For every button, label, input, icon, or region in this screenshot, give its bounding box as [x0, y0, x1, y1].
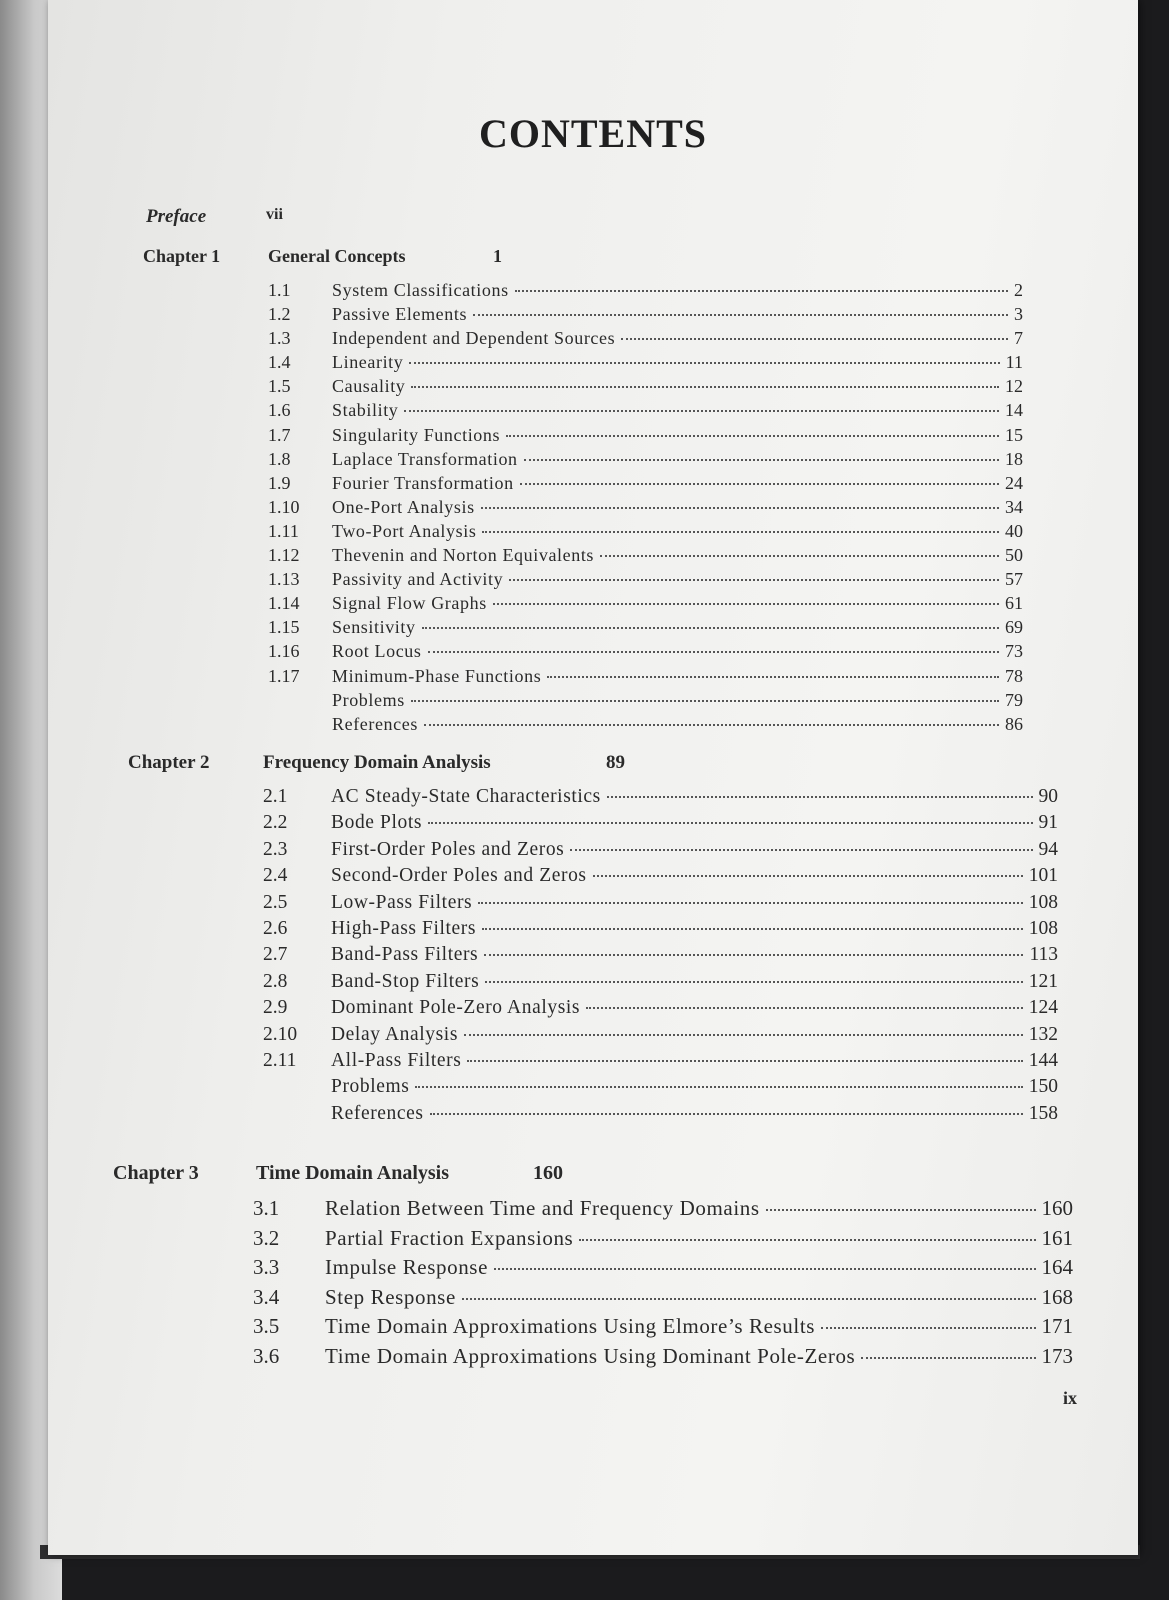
section-number: 1.6: [268, 400, 291, 421]
toc-entry[interactable]: [143, 304, 1023, 328]
section-page: 94: [1038, 838, 1058, 860]
chapter-label: Chapter 2: [128, 752, 210, 773]
section-page: 173: [1041, 1343, 1073, 1368]
dot-leader: [621, 338, 1008, 340]
section-number: 2.6: [263, 917, 288, 939]
toc-entry[interactable]: [128, 1024, 1058, 1050]
section-page: 158: [1028, 1102, 1058, 1124]
chapter-title: Time Domain Analysis: [256, 1162, 449, 1184]
toc-entry[interactable]: [143, 690, 1023, 714]
section-title: Second-Order Poles and Zeros: [331, 865, 587, 887]
toc-entry[interactable]: [143, 497, 1023, 521]
section-number: 2.1: [263, 786, 288, 807]
dot-leader: [428, 651, 1000, 653]
section-title: Two-Port Analysis: [332, 520, 477, 541]
toc-entry[interactable]: [128, 892, 1058, 918]
section-page: 101: [1028, 865, 1058, 887]
toc-entry[interactable]: [128, 865, 1058, 891]
section-number: 2.5: [263, 891, 288, 913]
section-number: 2.9: [263, 997, 288, 1019]
toc-entry[interactable]: [143, 569, 1023, 593]
toc-entry[interactable]: [143, 714, 1023, 738]
toc-entry[interactable]: [128, 918, 1058, 944]
dot-leader: [464, 1034, 1023, 1036]
dot-leader: [409, 362, 999, 364]
chapter-3: [113, 1162, 1073, 1373]
dot-leader: [766, 1209, 1036, 1211]
toc-entry[interactable]: [113, 1255, 1073, 1285]
section-title: Low-Pass Filters: [331, 891, 473, 913]
section-number: 3.6: [253, 1343, 280, 1368]
section-page: 79: [1005, 689, 1023, 710]
dot-leader: [473, 314, 1008, 316]
section-page: 14: [1005, 400, 1023, 421]
section-number: 3.5: [253, 1314, 280, 1338]
section-title: Bode Plots: [331, 812, 423, 834]
toc-entry[interactable]: [143, 545, 1023, 569]
section-page: 150: [1028, 1076, 1058, 1098]
toc-entry[interactable]: [113, 1314, 1073, 1344]
section-page: 160: [1041, 1196, 1073, 1220]
toc-entry[interactable]: [143, 352, 1023, 376]
toc-entry[interactable]: [128, 1076, 1058, 1102]
section-title: References: [332, 713, 418, 734]
chapter-1: [143, 246, 1023, 738]
book-page: [48, 0, 1138, 1555]
preface-label: Preface: [146, 206, 207, 227]
section-title: References: [331, 1102, 424, 1124]
dot-leader: [428, 822, 1032, 824]
dot-leader: [861, 1357, 1035, 1359]
section-title: Independent and Dependent Sources: [332, 328, 616, 349]
toc-entry[interactable]: [128, 839, 1058, 865]
section-title: One-Port Analysis: [332, 496, 475, 517]
section-title: Laplace Transformation: [332, 448, 518, 469]
dot-leader: [415, 1086, 1022, 1088]
section-title: Signal Flow Graphs: [332, 593, 487, 614]
dot-leader: [481, 507, 999, 509]
section-number: 1.2: [268, 304, 291, 325]
chapter-label: Chapter 1: [143, 246, 221, 266]
chapter-title: General Concepts: [268, 246, 406, 266]
page-title: CONTENTS: [478, 111, 708, 156]
section-title: High-Pass Filters: [331, 917, 477, 939]
section-page: 132: [1028, 1023, 1058, 1045]
section-page: 124: [1028, 997, 1058, 1019]
toc-entry[interactable]: [128, 786, 1058, 812]
section-page: 15: [1005, 424, 1023, 445]
dot-leader: [482, 928, 1023, 930]
toc-entry[interactable]: [143, 449, 1023, 473]
section-title: Passive Elements: [332, 304, 468, 325]
section-page: 164: [1041, 1255, 1073, 1279]
dot-leader: [547, 676, 999, 678]
toc-entry[interactable]: [143, 473, 1023, 497]
toc-entry[interactable]: [143, 666, 1023, 690]
dot-leader: [607, 796, 1033, 798]
section-number: 2.4: [263, 865, 288, 887]
toc-entry[interactable]: [143, 521, 1023, 545]
dot-leader: [821, 1327, 1035, 1329]
section-title: Root Locus: [332, 641, 422, 662]
toc-entry[interactable]: [113, 1226, 1073, 1256]
section-title: Time Domain Approximations Using Dominant Pole-Zeros: [325, 1343, 856, 1368]
dot-leader: [515, 290, 1008, 292]
section-number: 1.16: [268, 641, 300, 662]
section-title: AC Steady-State Characteristics: [331, 786, 601, 807]
section-page: 7: [1014, 328, 1023, 349]
section-number: 1.17: [268, 665, 300, 686]
dot-leader: [484, 954, 1023, 956]
section-number: 2.8: [263, 970, 288, 992]
section-page: 168: [1041, 1284, 1073, 1309]
dot-leader: [586, 1007, 1023, 1009]
toc-entry[interactable]: [128, 1050, 1058, 1076]
chapter-page: 160: [533, 1162, 563, 1184]
section-page: 12: [1005, 376, 1023, 397]
toc-entry[interactable]: [143, 400, 1023, 424]
section-number: 2.7: [263, 944, 288, 966]
section-title: Singularity Functions: [332, 424, 501, 445]
dot-leader: [424, 724, 999, 726]
section-number: 3.2: [253, 1225, 280, 1250]
toc-entry[interactable]: [143, 641, 1023, 665]
section-page: 73: [1005, 641, 1023, 662]
section-page: 90: [1038, 786, 1058, 807]
dot-leader: [493, 603, 999, 605]
section-title: Stability: [332, 400, 399, 421]
toc-entry[interactable]: [143, 376, 1023, 400]
dot-leader: [506, 435, 999, 437]
section-number: 1.11: [268, 520, 299, 541]
section-title: Fourier Transformation: [332, 472, 514, 493]
section-number: 1.14: [268, 593, 300, 614]
section-title: Problems: [332, 689, 405, 710]
section-title: Band-Pass Filters: [331, 944, 479, 966]
section-number: 2.2: [263, 812, 288, 834]
section-page: 3: [1014, 304, 1023, 325]
toc-entry[interactable]: [113, 1344, 1073, 1374]
dot-leader: [482, 531, 999, 533]
toc-entry[interactable]: [143, 280, 1023, 304]
chapter-page: 1: [493, 246, 502, 266]
toc-entry[interactable]: [128, 944, 1058, 970]
dot-leader: [600, 555, 999, 557]
toc-entry[interactable]: [113, 1196, 1073, 1226]
section-number: 1.9: [268, 472, 291, 493]
toc-entry[interactable]: [143, 328, 1023, 352]
toc-entry[interactable]: [143, 593, 1023, 617]
section-number: 1.10: [268, 496, 300, 517]
section-title: First-Order Poles and Zeros: [331, 838, 565, 860]
section-number: 1.5: [268, 376, 291, 397]
dot-leader: [494, 1268, 1036, 1270]
section-page: 113: [1029, 944, 1058, 966]
page-number: ix: [1063, 1388, 1078, 1408]
section-page: 18: [1005, 448, 1023, 469]
toc-entry[interactable]: [128, 997, 1058, 1023]
dot-leader: [524, 459, 999, 461]
section-page: 161: [1041, 1225, 1073, 1250]
section-title: Impulse Response: [325, 1255, 488, 1279]
section-title: Partial Fraction Expansions: [325, 1225, 574, 1250]
chapter-title: Frequency Domain Analysis: [263, 752, 491, 773]
section-title: Step Response: [325, 1284, 456, 1309]
dot-leader: [467, 1060, 1022, 1062]
section-title: Minimum-Phase Functions: [332, 665, 542, 686]
section-page: 144: [1028, 1049, 1058, 1071]
chapter-2: [128, 752, 1058, 1129]
dot-leader: [422, 627, 999, 629]
section-page: 121: [1028, 970, 1058, 992]
toc-entry[interactable]: [113, 1285, 1073, 1315]
section-number: 1.12: [268, 545, 300, 566]
section-number: 1.13: [268, 569, 300, 590]
section-number: 2.3: [263, 838, 288, 860]
toc-entry[interactable]: [143, 425, 1023, 449]
section-page: 69: [1005, 617, 1023, 638]
section-page: 61: [1005, 593, 1023, 614]
section-title: All-Pass Filters: [331, 1049, 462, 1071]
toc-entry[interactable]: [128, 1103, 1058, 1129]
chapter-heading: [113, 1162, 1073, 1196]
section-page: 24: [1005, 472, 1023, 493]
section-page: 86: [1005, 713, 1023, 734]
section-page: 108: [1028, 917, 1058, 939]
section-number: 1.4: [268, 352, 291, 373]
dot-leader: [593, 875, 1023, 877]
section-number: 1.8: [268, 448, 291, 469]
toc-entry[interactable]: [143, 617, 1023, 641]
section-title: Time Domain Approximations Using Elmore’s Results: [325, 1314, 816, 1338]
dot-leader: [430, 1113, 1023, 1115]
section-title: Sensitivity: [332, 617, 416, 638]
section-page: 108: [1028, 891, 1058, 913]
section-number: 1.3: [268, 328, 291, 349]
section-title: Dominant Pole-Zero Analysis: [331, 997, 581, 1019]
section-title: Causality: [332, 376, 406, 397]
section-title: Passivity and Activity: [332, 569, 504, 590]
dot-leader: [520, 483, 999, 485]
dot-leader: [509, 579, 999, 581]
section-number: 1.7: [268, 424, 291, 445]
section-number: 1.15: [268, 617, 300, 638]
dot-leader: [411, 386, 999, 388]
dot-leader: [485, 981, 1022, 983]
section-title: Band-Stop Filters: [331, 970, 480, 992]
dot-leader: [570, 849, 1032, 851]
section-page: 171: [1041, 1314, 1073, 1338]
preface-entry: [146, 206, 283, 228]
dot-leader: [411, 700, 999, 702]
chapter-heading: [128, 752, 1058, 786]
section-page: 34: [1005, 496, 1023, 517]
section-number: 1.1: [268, 280, 291, 300]
section-page: 78: [1005, 665, 1023, 686]
dot-leader: [478, 902, 1023, 904]
section-title: Thevenin and Norton Equivalents: [332, 545, 595, 566]
section-number: 2.10: [263, 1023, 298, 1045]
section-number: 3.4: [253, 1284, 280, 1309]
chapter-label: Chapter 3: [113, 1162, 199, 1184]
dot-leader: [579, 1239, 1035, 1241]
dot-leader: [462, 1298, 1036, 1300]
section-title: System Classifications: [332, 280, 509, 300]
toc-entry[interactable]: [128, 812, 1058, 838]
chapter-heading: [143, 246, 1023, 280]
section-page: 50: [1005, 545, 1023, 566]
section-page: 11: [1005, 352, 1023, 373]
section-number: 3.1: [253, 1196, 280, 1220]
section-number: 3.3: [253, 1255, 280, 1279]
dot-leader: [404, 410, 999, 412]
chapter-page: 89: [606, 752, 625, 773]
section-title: Problems: [331, 1076, 410, 1098]
preface-page: vii: [266, 206, 283, 223]
section-page: 40: [1005, 520, 1023, 541]
toc-entry[interactable]: [128, 971, 1058, 997]
section-page: 57: [1005, 569, 1023, 590]
section-page: 2: [1014, 280, 1023, 300]
section-title: Delay Analysis: [331, 1023, 459, 1045]
section-title: Relation Between Time and Frequency Domains: [325, 1196, 760, 1220]
section-number: 2.11: [263, 1049, 297, 1071]
section-title: Linearity: [332, 352, 404, 373]
section-page: 91: [1038, 812, 1058, 834]
